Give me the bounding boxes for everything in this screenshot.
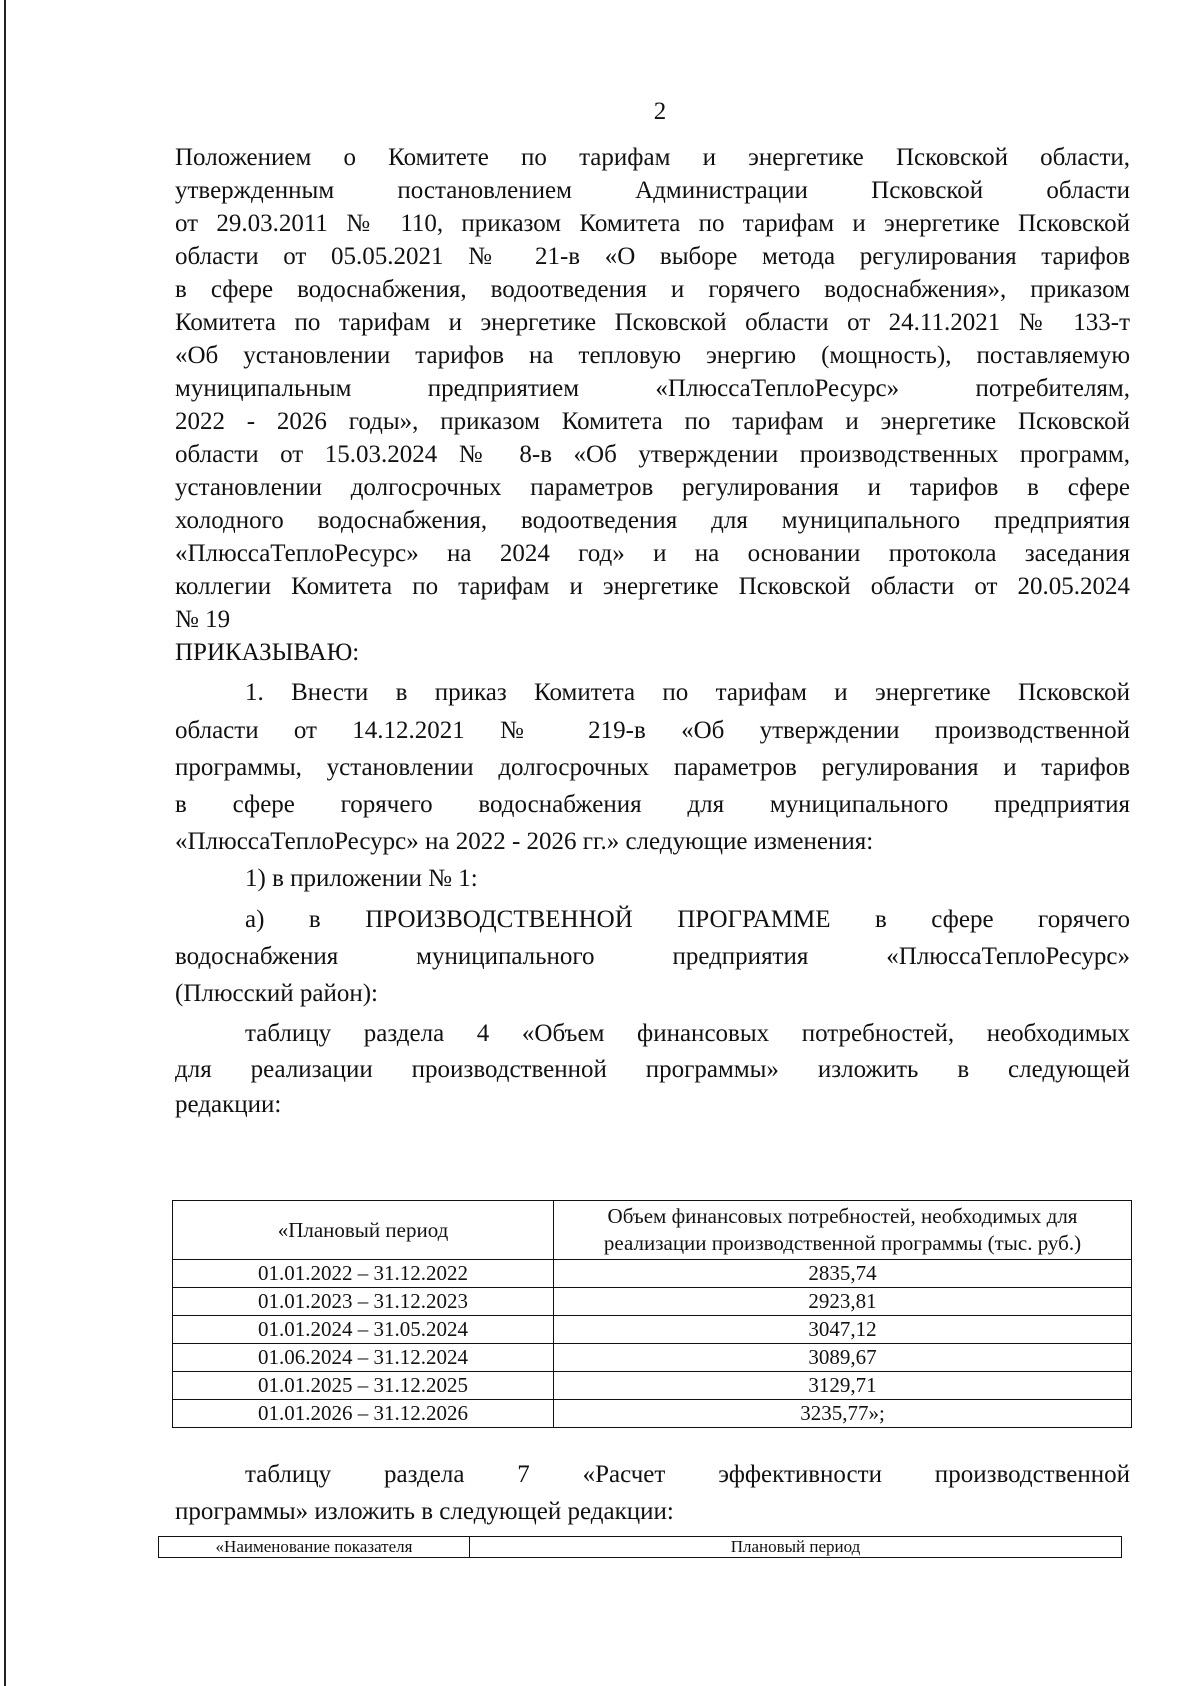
table-row xyxy=(173,1372,1132,1400)
scan-edge xyxy=(4,0,6,1686)
value-cell: 3129,71 xyxy=(554,1372,1132,1400)
header-cell: Объем финансовых потребностей, необходимых для реализации производственной программы (тыс. руб.) xyxy=(554,1201,1132,1260)
text-line: таблицу раздела 7 «Расчет эффективности производственной xyxy=(245,1461,1130,1488)
table-row xyxy=(173,1288,1132,1316)
table-row xyxy=(173,1316,1132,1344)
table-row xyxy=(173,1400,1132,1428)
text-line: муниципальным предприятием «ПлюссаТеплоРесурс» потребителям, xyxy=(175,375,1130,402)
period-cell: 01.01.2024 – 31.05.2024 xyxy=(173,1316,554,1344)
text-line: установлении долгосрочных параметров регулирования и тарифов в сфере xyxy=(175,474,1130,501)
value-cell: 3235,77»; xyxy=(554,1400,1132,1428)
text-line: программы» изложить в следующей редакции: xyxy=(175,1498,674,1525)
value-cell: 3047,12 xyxy=(554,1316,1132,1344)
text-line: таблицу раздела 4 «Объем финансовых потребностей, необходимых xyxy=(245,1020,1130,1047)
text-line: программы, установлении долгосрочных параметров регулирования и тарифов xyxy=(175,754,1130,781)
period-cell: 01.01.2023 – 31.12.2023 xyxy=(173,1288,554,1316)
text-line: «Об установлении тарифов на тепловую энергию (мощность), поставляемую xyxy=(175,342,1130,369)
text-line: а) в ПРОИЗВОДСТВЕННОЙ ПРОГРАММЕ в сфере горячего xyxy=(245,906,1130,933)
period-cell: 01.01.2022 – 31.12.2022 xyxy=(173,1260,554,1288)
text-line: «ПлюссаТеплоРесурс» на 2024 год» и на основании протокола заседания xyxy=(175,540,1130,567)
text-line: 1) в приложении № 1: xyxy=(245,865,478,892)
table-row xyxy=(173,1344,1132,1372)
text-line: 2022 - 2026 годы», приказом Комитета по тарифам и энергетике Псковской xyxy=(175,408,1130,435)
financial-needs-table xyxy=(172,1200,1132,1428)
text-line: утвержденным постановлением Администрации Псковской области xyxy=(175,177,1130,204)
header-cell: «Наименование показателя xyxy=(159,1537,470,1558)
value-cell: 2835,74 xyxy=(554,1260,1132,1288)
text-line: от 29.03.2011 № 110, приказом Комитета по тарифам и энергетике Псковской xyxy=(175,210,1130,237)
table-header-row xyxy=(159,1537,1122,1558)
text-line: области от 15.03.2024 № 8-в «Об утверждении производственных программ, xyxy=(175,441,1130,468)
value-cell: 3089,67 xyxy=(554,1344,1132,1372)
text-line: № 19 xyxy=(175,606,231,633)
text-line: (Плюсский район): xyxy=(175,980,379,1007)
text-line: «ПлюссаТеплоРесурс» на 2022 - 2026 гг.» следующие изменения: xyxy=(175,828,874,855)
order-heading: ПРИКАЗЫВАЮ: xyxy=(175,639,360,666)
header-cell: Плановый период xyxy=(470,1537,1122,1558)
text-line: для реализации производственной программы» изложить в следующей xyxy=(175,1056,1130,1083)
text-line: в сфере водоснабжения, водоотведения и горячего водоснабжения», приказом xyxy=(175,276,1130,303)
text-line: Положением о Комитете по тарифам и энергетике Псковской области, xyxy=(175,144,1130,171)
text-line: водоснабжения муниципального предприятия «ПлюссаТеплоРесурс» xyxy=(175,943,1130,970)
text-line: области от 14.12.2021 № 219-в «Об утверждении производственной xyxy=(175,717,1130,744)
period-cell: 01.06.2024 – 31.12.2024 xyxy=(173,1344,554,1372)
text-line: редакции: xyxy=(175,1091,282,1118)
efficiency-table xyxy=(158,1536,1122,1558)
text-line: коллегии Комитета по тарифам и энергетике Псковской области от 20.05.2024 xyxy=(175,573,1130,600)
page-number: 2 xyxy=(653,98,667,125)
text-line: 1. Внести в приказ Комитета по тарифам и энергетике Псковской xyxy=(245,679,1130,706)
table-header-row xyxy=(173,1201,1132,1260)
period-cell: 01.01.2025 – 31.12.2025 xyxy=(173,1372,554,1400)
table-row xyxy=(173,1260,1132,1288)
period-cell: 01.01.2026 – 31.12.2026 xyxy=(173,1400,554,1428)
header-cell: «Плановый период xyxy=(173,1201,554,1260)
text-line: Комитета по тарифам и энергетике Псковской области от 24.11.2021 № 133-т xyxy=(175,309,1130,336)
text-line: в сфере горячего водоснабжения для муниципального предприятия xyxy=(175,791,1130,818)
text-line: области от 05.05.2021 № 21-в «О выборе метода регулирования тарифов xyxy=(175,243,1130,270)
text-line: холодного водоснабжения, водоотведения для муниципального предприятия xyxy=(175,507,1130,534)
value-cell: 2923,81 xyxy=(554,1288,1132,1316)
